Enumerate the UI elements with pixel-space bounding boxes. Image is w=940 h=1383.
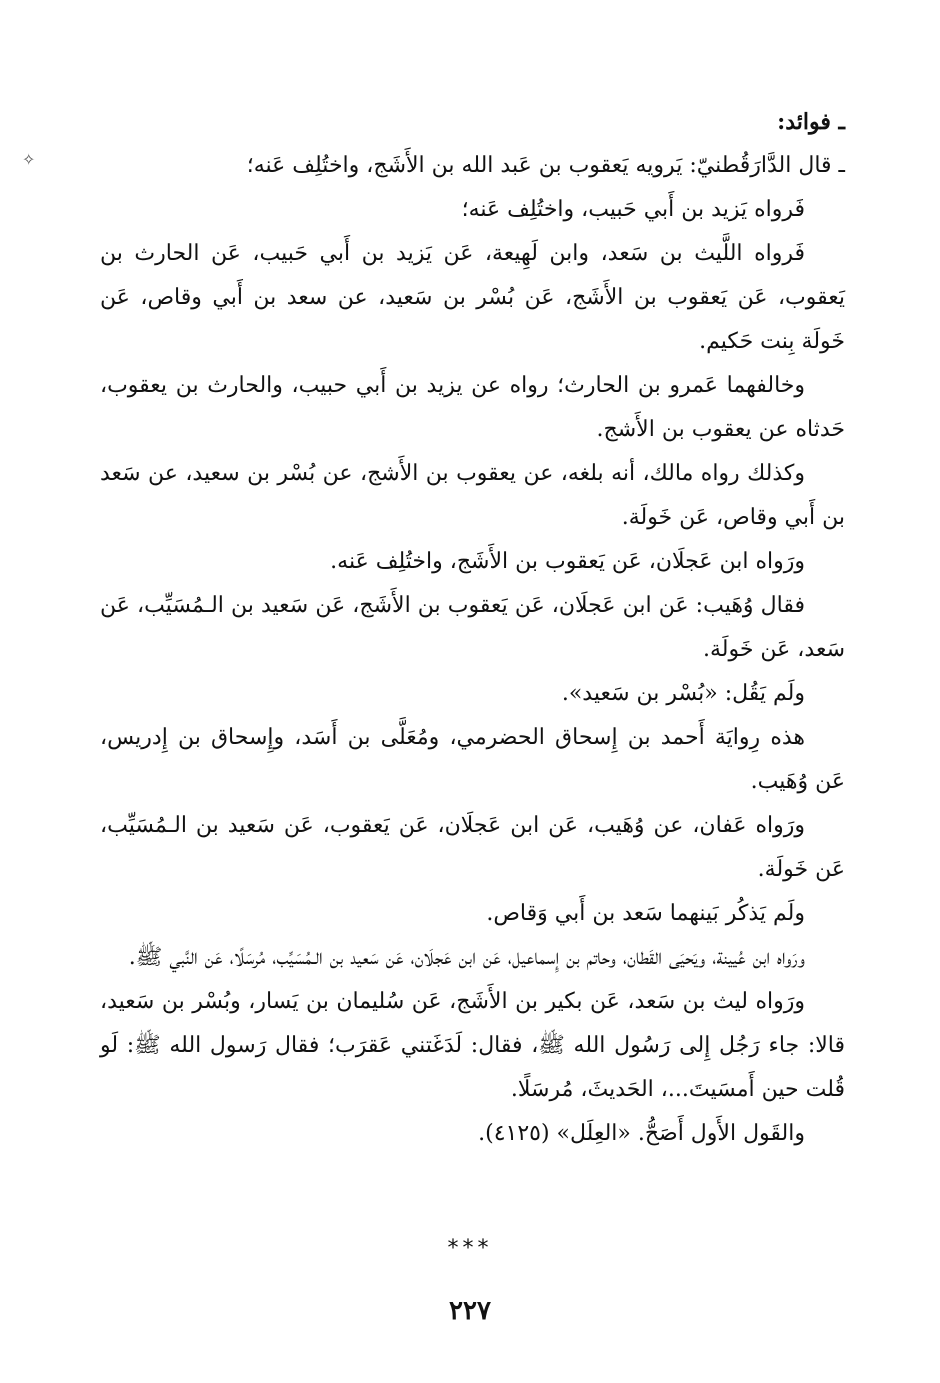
paragraph: وخالفهما عَمرو بن الحارث؛ رواه عن يزيد بن أَبي حبيب، والحارث بن يعقوب، حَدثاه عن يعقوب بن الأَشج. xyxy=(100,373,845,442)
margin-ornament-icon: ✧ xyxy=(22,150,36,169)
paragraph: ولَم يَذكُر بَينهما سَعد بن أَبي وَقاص. xyxy=(486,901,805,926)
section-separator: *** xyxy=(447,1236,493,1261)
paragraph: ورَواه ليث بن سَعد، عَن بكير بن الأَشَج، عَن سُليمان بن يَسار، وبُسْر بن سَعيد، قالا: جاء رَجُل إِلى رَسُول الله ﷺ، فقال: لَدَغَتني عَقرَب؛ فقال رَسول الله ﷺ: لَو قُلت حين أَمسَيتَ...، الحَديثَ، مُرسَلًا. xyxy=(100,989,845,1102)
paragraph: ورَواه عَفان، عن وُهَيب، عَن ابن عَجلَان، عَن يَعقوب، عَن سَعيد بن الـمُسَيِّب، عَن خَولَة. xyxy=(100,813,845,882)
paragraph: والقَول الأَول أَصَحُّ. «العِلَل» (٤١٢٥). xyxy=(478,1121,805,1146)
section-heading: ـ فوائد: xyxy=(777,109,845,135)
paragraph: هذه رِوايَة أَحمد بن إِسحاق الحضرمي، ومُعَلَّى بن أَسَد، وإِسحاق بن إِدريس، عَن وُهَيب. xyxy=(100,725,845,794)
page-number: ٢٢٧ xyxy=(449,1296,491,1326)
paragraph: ورَواه ابن عَجلَان، عَن يَعقوب بن الأَشَج، واختُلِف عَنه. xyxy=(330,549,805,574)
paragraph: ـ قال الدَّارَقُطنيّ: يَرويه يَعقوب بن عَبد الله بن الأَشَج، واختُلِف عَنه؛ xyxy=(246,153,845,178)
paragraph: ولَم يَقُل: «بُسْر بن سَعيد». xyxy=(561,681,805,706)
paragraph: فَرواه اللَّيث بن سَعد، وابن لَهِيعة، عَن يَزيد بن أَبي حَبيب، عَن الحارث بن يَعقوب، عَن يَعقوب بن الأَشَج، عَن بُسْر بن سَعيد، عن سعد بن أَبي وقاص، عَن خَولَة بِنت حَكيم. xyxy=(100,241,845,354)
paragraph: فَرواه يَزيد بن أَبي حَبيب، واختُلِف عَنه؛ xyxy=(461,197,805,222)
main-text xyxy=(100,100,845,1156)
paragraph: ورَواه ابن عُيينة، ويَحيَى القَطان، وحاتم بن إِسماعيل، عَن ابن عَجلَان، عَن سَعيد بن الـمُسَيِّب، مُرسَلًا، عَن النَّبي ﷺ. xyxy=(128,945,805,970)
paragraph: فقال وُهَيب: عَن ابن عَجلَان، عَن يَعقوب بن الأَشَج، عَن سَعيد بن الـمُسَيِّب، عَن سَعد، عَن خَولَة. xyxy=(100,593,845,662)
paragraph: وكذلك رواه مالك، أنه بلغه، عن يعقوب بن الأَشج، عن بُسْر بن سعيد، عن سَعد بن أَبي وقاص، عَن خَولَة. xyxy=(100,461,845,530)
